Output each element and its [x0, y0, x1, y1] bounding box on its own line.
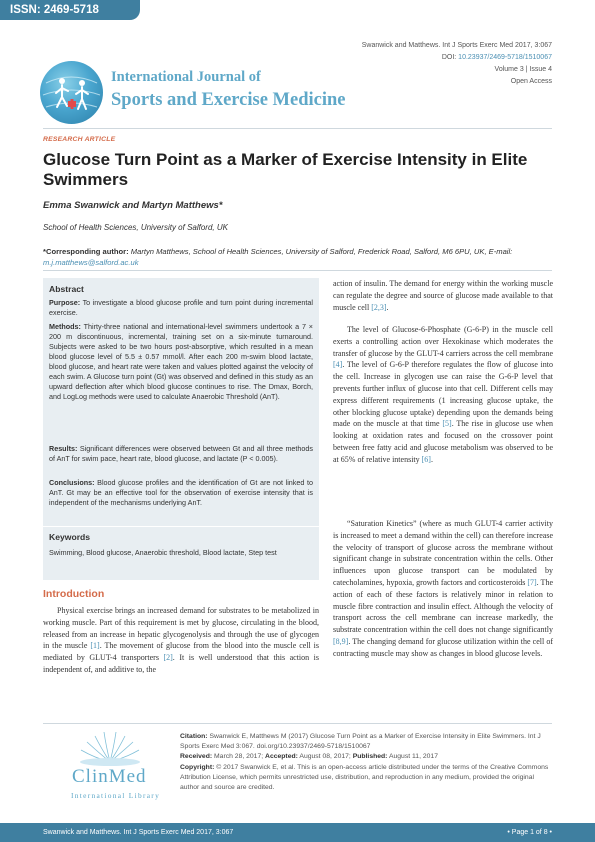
received-date: March 28, 2017; — [214, 752, 264, 760]
article-title: Glucose Turn Point as a Marker of Exercise Intensity in Elite Swimmers — [43, 150, 528, 189]
received-label: Received: — [180, 752, 213, 760]
right-p2-text-c: . The rise in glucose use when looking at oxidation rates and focused on the crossover point between free fatty acid and glucose metabolism was observed to be at 65% of relative intensity — [333, 419, 554, 464]
abstract-divider — [43, 526, 319, 527]
citation-short: Swanwick and Matthews. Int J Sports Exerc Med 2017, 3:067 — [361, 42, 552, 49]
copyright-label: Copyright: — [180, 764, 215, 772]
intro-p1-text-b: . The movement of glucose from the blood into the muscle cell is mediated by GLUT-4 transporters — [43, 641, 320, 663]
ref-link-4[interactable]: [4] — [333, 360, 343, 370]
doi-link[interactable]: 10.23937/2469-5718/1510067 — [458, 54, 552, 61]
accepted-label: Accepted: — [265, 752, 298, 760]
accepted-date: August 08, 2017; — [299, 752, 351, 760]
citation-line — [180, 732, 555, 752]
article-type: RESEARCH ARTICLE — [43, 136, 116, 143]
intro-p1-text-c: . It is well understood that this action is independent of, and additive to, the — [43, 653, 320, 674]
copyright-line — [180, 763, 555, 792]
citation-text: Swanwick E, Matthews M (2017) Glucose Turn Point as a Marker of Exercise Intensity in Elite Swimmers. Int J Sports Exerc Med 3:067. doi.org/10.23937/2469-5718/1510067 — [180, 733, 541, 750]
right-p3-text-b: . The action of each of these factors is relatively minor in relation to muscle fibre contraction and insulin effect. Although the velocity of transport across the cell membrane can increase markedly, the substrate concentration within the cell does not change significantly — [333, 577, 553, 635]
abstract-conclusions — [49, 478, 313, 508]
publisher-name: ClinMed — [72, 766, 147, 787]
footer-citation: Swanwick and Matthews. Int J Sports Exerc Med 2017, 3:067 — [43, 829, 234, 836]
purpose-text: To investigate a blood glucose profile and turn point during incremental exercise. — [49, 298, 313, 317]
journal-logo-icon — [40, 61, 103, 124]
volume-issue: Volume 3 | Issue 4 — [494, 66, 552, 73]
publisher-subtitle: International Library — [71, 791, 161, 800]
introduction-heading: Introduction — [43, 588, 105, 600]
ref-link-6[interactable]: [6] — [421, 454, 431, 464]
authors: Emma Swanwick and Martyn Matthews* — [43, 200, 223, 211]
issn-label: ISSN: — [10, 4, 41, 16]
intro-paragraph-1 — [43, 605, 319, 676]
ref-link-8-9[interactable]: [8,9] — [333, 636, 349, 646]
right-paragraph-2: The level of Glucose-6-Phosphate (G-6-P) in the muscle cell exerts a controlling action over Hexokinase which moderates the transfer of glucose by the GLUT-4 carriers across the cell membrane [4]. The level of G-6-P therefore regulates the flow of glucose into the cell. Increase in glycogen use can raise the G-6-P level that prevents further influx of glucose into that cell. Different cells may express different requirements (1 increasing glucose uptake, the other blocking glucose uptake) depending upon the demands being made on the muscle at that time [5]. The rise in glucose use when looking at oxidation rates and focused on the crossover point between free fatty acid and glucose metabolism was observed to be at 65% of relative intensity [6]. — [333, 325, 554, 464]
abstract-methods — [49, 322, 313, 402]
purpose-label: Purpose: — [49, 298, 81, 307]
corresponding-author — [43, 246, 553, 268]
ref-link-1[interactable]: [1] — [90, 641, 100, 651]
page-number: • Page 1 of 8 • — [507, 829, 552, 836]
abstract-purpose — [49, 298, 313, 318]
keywords-text: Swimming, Blood glucose, Anaerobic threshold, Blood lactate, Step test — [49, 548, 277, 557]
right-p2-text-a: The level of Glucose-6-Phosphate (G-6-P) in the muscle cell exerts a controlling action over Hexokinase which moderates the transfer of glucose by the GLUT-4 carriers across the cell membrane — [333, 325, 553, 358]
right-p2-text-b: . The level of G-6-P therefore regulates the flow of glucose into the cell. Increase in glycogen use can raise the G-6-P level that prevents further influx of glucose into that cell. Different cells may express different requirements (1 increasing glucose uptake, the other blocking glucose uptake) depending upon the demands being made on the muscle at that time — [333, 360, 553, 429]
intro-p1-text-a: Physical exercise brings an increased demand for substrates to be metabolized in working muscle. Part of this requirement is met by glucose, circulating in the blood, released from an increase in hepatic glycogenolysis and through the use of glycogen in the muscle — [43, 606, 319, 651]
corr-label: *Corresponding author: — [43, 247, 129, 256]
keywords-heading: Keywords — [49, 532, 91, 542]
dates-line — [180, 752, 555, 762]
ref-link-2[interactable]: [2] — [163, 653, 173, 663]
abstract-heading: Abstract — [49, 284, 84, 294]
corr-email-link[interactable]: m.j.matthews@salford.ac.uk — [43, 258, 139, 267]
citation-divider — [43, 723, 552, 724]
abstract-results — [49, 444, 313, 464]
open-access-label: Open Access — [510, 78, 552, 85]
results-text: Significant differences were observed between Gt and all three methods of AnT for swim pace, heart rate, blood glucose, and lactate (P < 0.005). — [49, 444, 314, 463]
abstract-box — [43, 278, 319, 580]
corr-text: Martyn Matthews, School of Health Sciences, University of Salford, Frederick Road, Salford, M6 6PU, UK, E-mail: — [130, 247, 513, 256]
issn-number: 2469-5718 — [43, 4, 99, 16]
right-p3-text-c: . The changing demand for glucose utilization within the cell of contracting muscle may show as changes in blood glucose levels. — [333, 636, 553, 658]
issn-badge — [0, 0, 140, 20]
citation-label: Citation: — [180, 733, 208, 740]
corr-divider — [43, 270, 552, 271]
doi — [442, 52, 552, 64]
page-footer — [0, 823, 595, 842]
methods-label: Methods: — [49, 322, 81, 331]
ref-link-5[interactable]: [5] — [442, 419, 452, 429]
header-divider — [43, 128, 552, 129]
doi-label: DOI: — [441, 54, 457, 61]
published-date: August 11, 2017 — [388, 752, 438, 760]
right-paragraph-3 — [333, 518, 553, 660]
conclusions-text: Blood glucose profiles and the identification of Gt are not linked to AnT. Gt may be an effective tool for the observation of exercise intensity that is independent of the mechanisms underlying AnT. — [49, 478, 313, 507]
right-paragraph-1: action of insulin. The demand for energy within the working muscle can regulate the degree and source of glucose made available to that muscle cell [2,3]. — [333, 279, 553, 312]
conclusions-label: Conclusions: — [49, 478, 95, 487]
journal-title-line2: Sports and Exercise Medicine — [111, 90, 346, 110]
results-label: Results: — [49, 444, 78, 453]
methods-text: Thirty-three national and international-level swimmers undertook a 7 × 200 m discontinuous, incremental, training set on a six-minute turnaround. Subjects were asked to be two hours post-absorptive, which resulted in a mean blood glucose level of 5.5 ± 0.57 mmol/l. After each 200 m-swim blood lactate, blood glucose, and heart rate were taken and values plotted against the velocity of each swim. A Glucose turn point (Gt) was observed and defined in this study as an upward deflection after which blood glucose continues to rise. The Dmax, Borch, and LogLog methods were used to calculate Anaerobic Threshold (AnT). — [49, 322, 313, 401]
affiliation: School of Health Sciences, University of Salford, UK — [43, 223, 228, 232]
ref-link-2-3[interactable]: [2,3] — [371, 302, 387, 312]
right-p3-text-a: “Saturation Kinetics” (where as much GLUT-4 carrier activity is increased to meet a demand within the cell) can therefore increase the velocity of transport of glucose across the membrane without significant change in substrate concentration within the cells. Other influences upon glucose transport can be modulated by catecholamines, hypoxia, growth factors and corticosteroids — [333, 519, 553, 587]
ref-link-7[interactable]: [7] — [527, 577, 537, 587]
right-p1-text: action of insulin. The demand for energy within the working muscle can regulate the degree and source of glucose made available to that muscle cell — [333, 279, 553, 312]
published-label: Published: — [352, 752, 388, 760]
copyright-text: © 2017 Swanwick E, et al. This is an open-access article distributed under the terms of the Creative Commons Attribution License, which permits unrestricted use, distribution, and reproduction in any medium, provided the original author and source are credited. — [180, 764, 549, 791]
citation-block — [180, 732, 555, 793]
journal-title-line1: International Journal of — [111, 69, 261, 85]
